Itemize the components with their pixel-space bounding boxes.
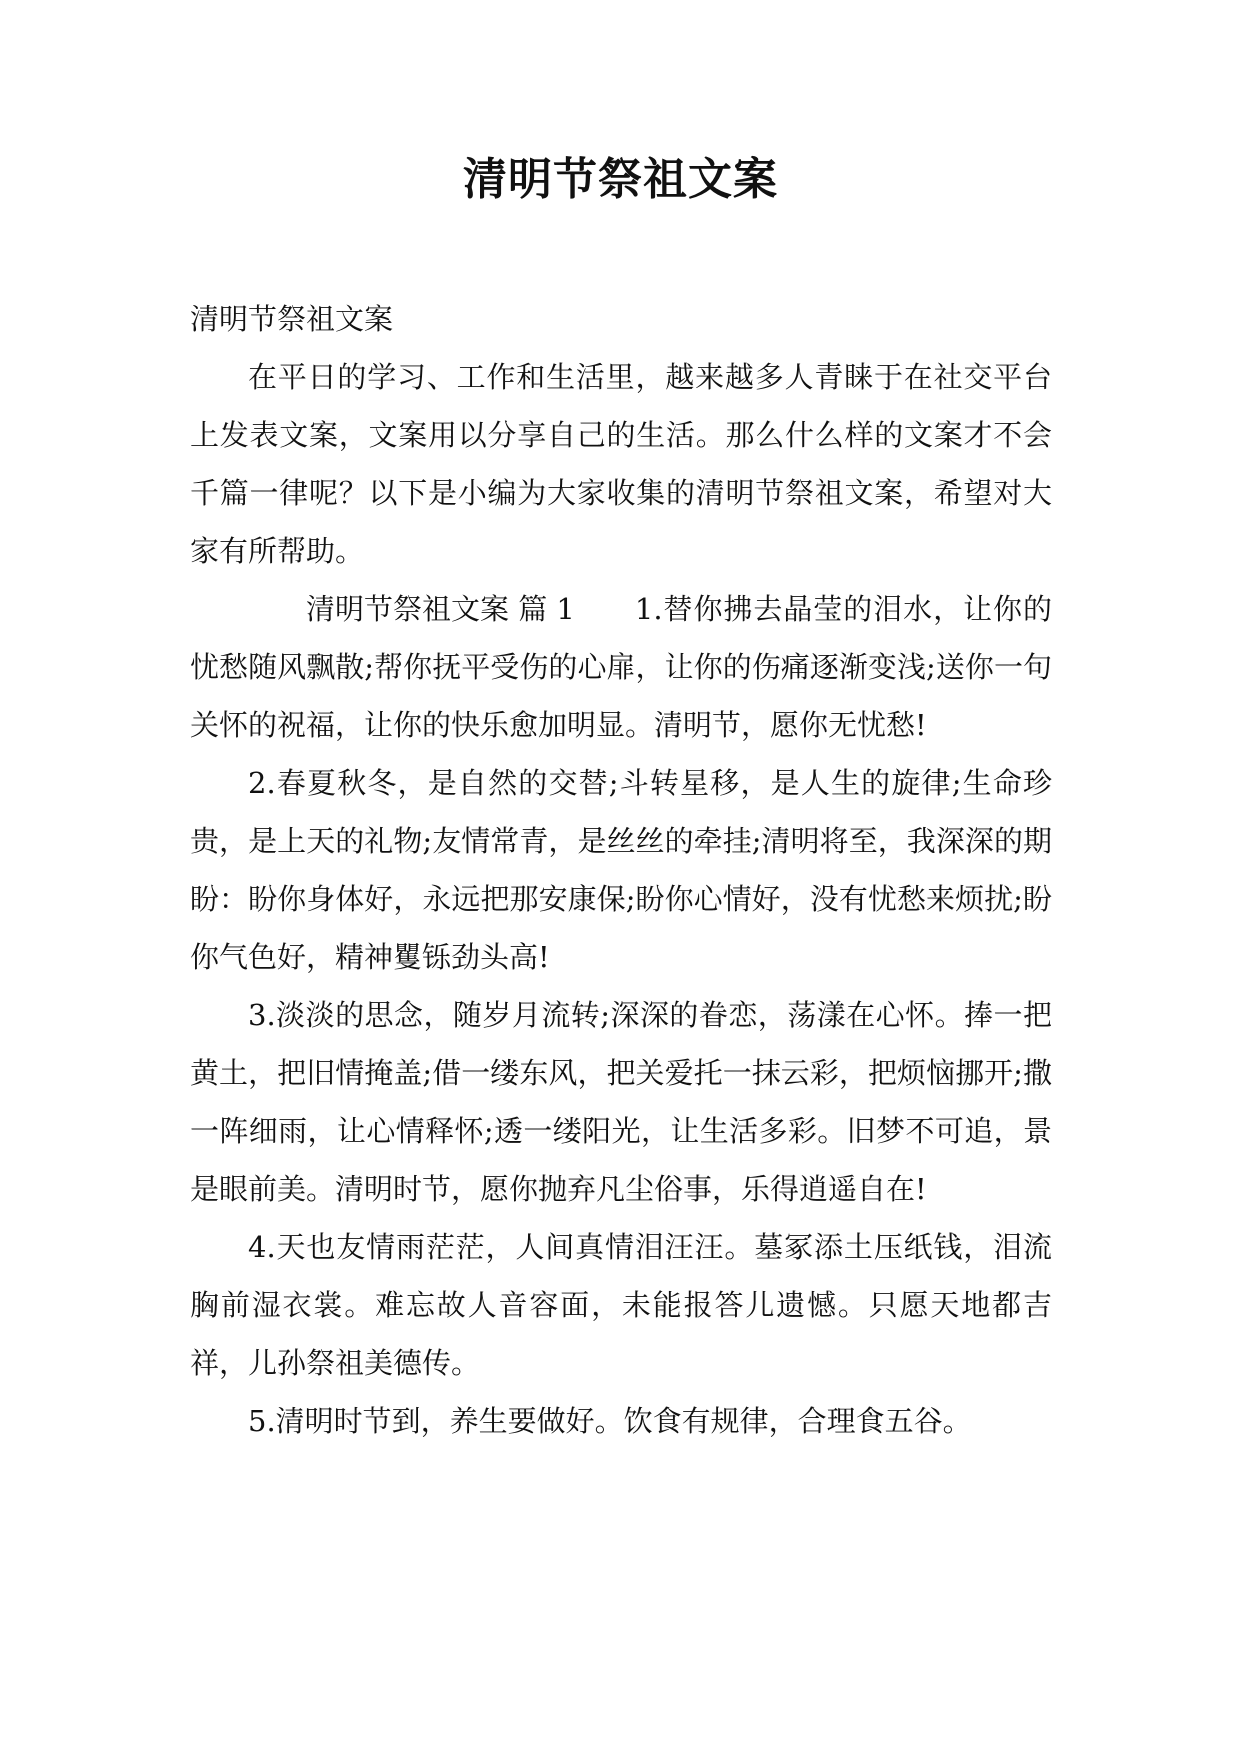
document-body [190, 290, 1052, 1450]
item-number: 5. [248, 1404, 276, 1438]
document-title: 清明节祭祖文案 [463, 154, 778, 205]
document-subheading: 清明节祭祖文案 [190, 302, 394, 336]
item-number: 2. [248, 766, 276, 800]
item-paragraph-5 [190, 1392, 1052, 1450]
item-text: 清明时节到，养生要做好。饮食有规律，合理食五谷。 [275, 1404, 972, 1438]
item-text: 替你拂去晶莹的泪水，让你的忧愁随风飘散;帮你抚平受伤的心扉，让你的伤痛逐渐变浅;送你一句关怀的祝福，让你的快乐愈加明显。清明节，愿你无忧愁! [190, 592, 1052, 742]
item-text: 天也友情雨茫茫，人间真情泪汪汪。墓冢添土压纸钱，泪流胸前湿衣裳。难忘故人音容面，未能报答儿遗憾。只愿天地都吉祥，儿孙祭祖美德传。 [190, 1230, 1052, 1380]
item-number: 4. [248, 1230, 276, 1264]
item-number: 3. [248, 998, 276, 1032]
item-text: 淡淡的思念，随岁月流转;深深的眷恋，荡漾在心怀。捧一把黄土，把旧情掩盖;借一缕东风，把关爱托一抹云彩，把烦恼挪开;撒一阵细雨，让心情释怀;透一缕阳光，让生活多彩。旧梦不可追，景是眼前美。清明时节，愿你抛弃凡尘俗事，乐得逍遥自在! [190, 998, 1052, 1206]
item-paragraph-3 [190, 986, 1052, 1218]
item-paragraph-4 [190, 1218, 1052, 1392]
intro-paragraph: 在平日的学习、工作和生活里，越来越多人青睐于在社交平台上发表文案，文案用以分享自己的生活。那么什么样的文案才不会千篇一律呢？以下是小编为大家收集的清明节祭祖文案，希望对大家有所帮助。 [190, 360, 1052, 568]
item-paragraph-2 [190, 754, 1052, 986]
section-label: 清明节祭祖文案 篇 1 [306, 592, 575, 626]
item-paragraph-1 [190, 580, 1052, 754]
item-number: 1. [634, 592, 663, 626]
item-text: 春夏秋冬，是自然的交替;斗转星移，是人生的旋律;生命珍贵，是上天的礼物;友情常青，是丝丝的牵挂;清明将至，我深深的期盼：盼你身体好，永远把那安康保;盼你心情好，没有忧愁来烦扰;盼你气色好，精神矍铄劲头高! [190, 766, 1052, 974]
